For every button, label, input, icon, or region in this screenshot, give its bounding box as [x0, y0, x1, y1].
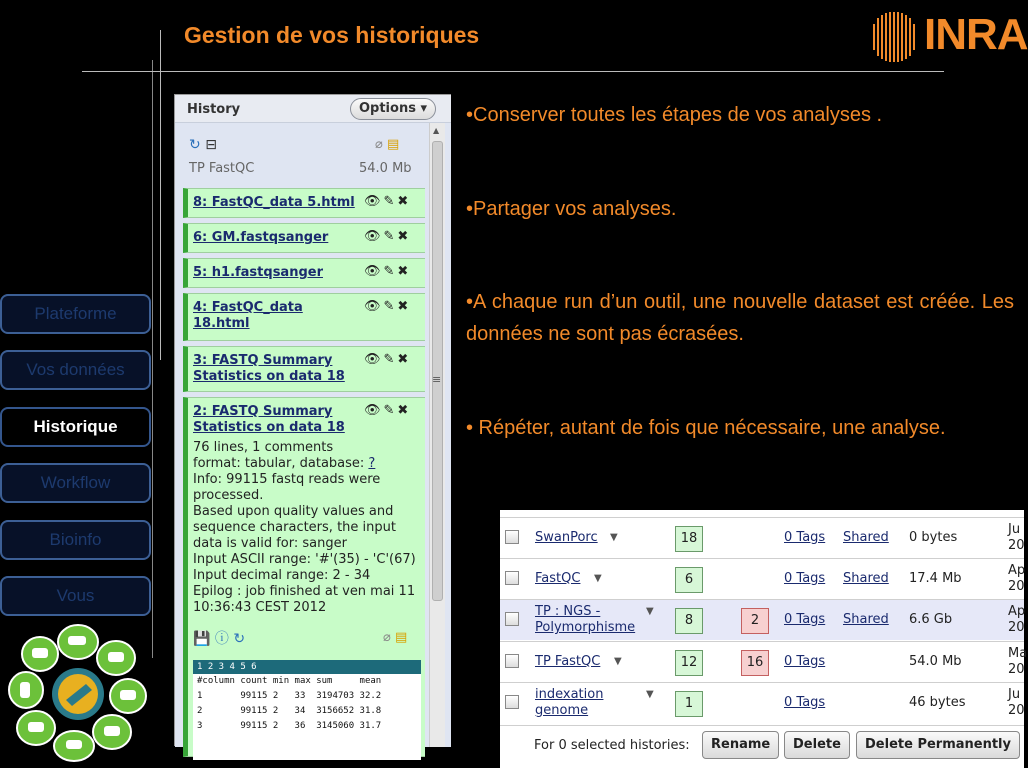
deleted-count-badge: 2 — [741, 608, 769, 634]
history-row-size: 17.4 Mb — [909, 571, 962, 586]
peek-row: 1 99115 2 33 3194703 32.2 — [197, 691, 382, 701]
nav-item-vous[interactable]: Vous — [0, 576, 151, 616]
history-row — [500, 558, 1024, 599]
dataset-title[interactable]: 3: FASTQ Summary Statistics on data 18 — [193, 353, 345, 384]
history-row-date: Ju 20 — [1008, 687, 1025, 718]
dataset-item-expanded[interactable] — [183, 397, 425, 757]
row-checkbox[interactable] — [505, 612, 519, 626]
dataset-icons — [364, 299, 411, 314]
dataset-count-badge: 1 — [675, 691, 703, 717]
history-scrollbar[interactable] — [429, 123, 445, 747]
history-row-date: Ap 20 — [1008, 563, 1026, 594]
dataset-title[interactable]: 6: GM.fastqsanger — [193, 230, 329, 245]
shared-link[interactable]: Shared — [843, 612, 889, 627]
tag-icon[interactable]: ⌀ — [383, 630, 391, 645]
eye-icon[interactable]: 👁 — [364, 194, 384, 209]
delete-button[interactable]: Delete — [784, 731, 850, 759]
row-checkbox[interactable] — [505, 571, 519, 585]
history-tool-icons — [375, 137, 399, 152]
dataset-icons — [364, 264, 411, 279]
list-top-edge — [500, 510, 1024, 513]
pencil-icon[interactable]: ✎ — [383, 403, 398, 418]
annotation-icon[interactable]: ▤ — [386, 137, 400, 152]
dataset-item[interactable] — [183, 346, 425, 392]
chevron-down-icon[interactable]: ▼ — [646, 689, 654, 700]
dataset-icons — [364, 229, 411, 244]
dataset-icons — [364, 194, 411, 209]
dataset-count-badge: 8 — [675, 608, 703, 634]
tags-link[interactable]: 0 Tags — [784, 695, 826, 710]
dataset-ascii-range: Input ASCII range: '#'(35) - 'C'(67) — [193, 552, 416, 567]
dataset-count-badge: 18 — [675, 526, 703, 552]
delete-icon[interactable]: ✖ — [397, 264, 412, 279]
dataset-title[interactable]: 2: FASTQ Summary Statistics on data 18 — [193, 404, 345, 435]
inra-logo-text: INRA — [924, 10, 1028, 59]
options-button[interactable]: Options ▾ — [350, 98, 436, 120]
pencil-icon[interactable]: ✎ — [383, 194, 398, 209]
annotation-icon[interactable]: ▤ — [394, 630, 408, 645]
dataset-action-icons — [193, 628, 245, 648]
history-row — [500, 517, 1024, 558]
history-row — [500, 641, 1028, 682]
tags-link[interactable]: 0 Tags — [784, 571, 826, 586]
history-actions — [189, 137, 217, 153]
dataset-count-badge: 12 — [675, 650, 703, 676]
peek-row: #column count min max sum mean — [197, 676, 382, 686]
history-row-date: Ap 20 — [1008, 604, 1026, 635]
chevron-down-icon[interactable]: ▼ — [594, 573, 602, 584]
dataset-decimal-range: Input decimal range: 2 - 34 — [193, 568, 371, 583]
pencil-icon[interactable]: ✎ — [383, 352, 398, 367]
history-row-date: Ma 20 — [1008, 646, 1028, 677]
dataset-details — [193, 440, 423, 616]
dataset-tag-icons — [383, 630, 407, 645]
history-name[interactable]: TP FastQC — [189, 161, 255, 176]
divider — [82, 71, 944, 72]
history-row-current — [500, 599, 1024, 640]
dataset-item[interactable] — [183, 223, 425, 253]
deleted-count-badge: 16 — [741, 650, 769, 676]
chevron-down-icon[interactable]: ▼ — [646, 606, 654, 617]
animal-emblem-logo — [8, 620, 148, 760]
bulk-actions-label: For 0 selected histories: — [534, 738, 690, 753]
tags-link[interactable]: 0 Tags — [784, 654, 826, 669]
eye-icon[interactable]: 👁 — [364, 352, 384, 367]
inra-logo — [866, 6, 1028, 64]
info-icon[interactable]: ⓘ — [214, 631, 229, 647]
nav-item-workflow[interactable]: Workflow — [0, 463, 151, 503]
history-row-size: 0 bytes — [909, 530, 958, 545]
history-row-name[interactable]: TP : NGS - Polymorphisme — [535, 604, 636, 635]
eye-icon[interactable]: 👁 — [364, 403, 384, 418]
dataset-title[interactable]: 8: FastQC_data 5.html — [193, 195, 355, 210]
pencil-icon[interactable]: ✎ — [383, 229, 398, 244]
peek-row: 2 99115 2 34 3156652 31.8 — [197, 706, 382, 716]
pencil-icon[interactable]: ✎ — [383, 299, 398, 314]
rename-button[interactable]: Rename — [702, 731, 779, 759]
scrollbar-thumb[interactable] — [432, 141, 443, 601]
delete-icon[interactable]: ✖ — [397, 299, 412, 314]
history-row-date: Ju 20 — [1008, 522, 1025, 553]
dataset-title[interactable]: 5: h1.fastqsanger — [193, 265, 323, 280]
history-row-size: 6.6 Gb — [909, 612, 953, 627]
tags-link[interactable]: 0 Tags — [784, 530, 826, 545]
history-row-name[interactable]: SwanPorc — [535, 530, 598, 545]
dataset-format-text: format: tabular, database: — [193, 456, 365, 471]
page-title: Gestion de vos historiques — [184, 22, 480, 48]
history-size: 54.0 Mb — [359, 161, 412, 176]
delete-icon[interactable]: ✖ — [397, 352, 412, 367]
dataset-info-detail: Based upon quality values and sequence characters, the input data is valid for: sanger — [193, 504, 396, 551]
chevron-down-icon[interactable]: ▼ — [614, 656, 622, 667]
row-checkbox[interactable] — [505, 654, 519, 668]
rerun-icon[interactable]: ↻ — [233, 631, 246, 647]
chevron-down-icon[interactable]: ▼ — [610, 532, 618, 543]
pencil-icon[interactable]: ✎ — [383, 264, 398, 279]
inra-emblem-icon — [866, 8, 922, 64]
history-row-name[interactable]: FastQC — [535, 571, 581, 586]
eye-icon[interactable]: 👁 — [364, 264, 384, 279]
history-row — [500, 682, 1024, 723]
tags-link[interactable]: 0 Tags — [784, 612, 826, 627]
dataset-item[interactable] — [183, 188, 425, 218]
scroll-up-icon[interactable]: ▲ — [433, 126, 440, 135]
history-panel-title: History — [187, 102, 241, 117]
dataset-info: Info: 99115 fastq reads were processed. — [193, 472, 381, 503]
divider — [152, 60, 153, 658]
grip-icon: ≡ — [432, 373, 442, 386]
history-row-name[interactable]: indexation genome — [535, 687, 604, 718]
divider — [160, 30, 161, 360]
bullet-run: •A chaque run d’un outil, une nouvelle dataset est créée. Les données ne sont pas écrasées. — [466, 291, 1014, 345]
dataset-lines: 76 lines, 1 comments — [193, 440, 334, 455]
nav-item-plateforme[interactable]: Plateforme — [0, 294, 151, 334]
history-row-size: 46 bytes — [909, 695, 966, 710]
dataset-item[interactable] — [183, 258, 425, 288]
refresh-icon[interactable]: ↻ — [189, 137, 201, 153]
delete-icon[interactable]: ✖ — [397, 403, 412, 418]
save-icon[interactable]: 💾 — [193, 631, 211, 647]
dataset-count-badge: 6 — [675, 567, 703, 593]
dataset-peek — [193, 660, 421, 760]
eye-icon[interactable]: 👁 — [364, 229, 384, 244]
delete-permanently-button[interactable]: Delete Permanently — [856, 731, 1020, 759]
bullet-repeter: • Répéter, autant de fois que nécessaire, une analyse. — [466, 417, 946, 439]
dataset-icons — [364, 352, 411, 367]
histories-list — [500, 510, 1028, 768]
history-row-name[interactable]: TP FastQC — [535, 654, 601, 669]
dataset-epilog: Epilog : job finished at ven mai 11 10:36:43 CEST 2012 — [193, 584, 416, 615]
nav-item-bioinfo[interactable]: Bioinfo — [0, 520, 151, 560]
database-link[interactable]: ? — [368, 456, 376, 471]
row-checkbox[interactable] — [505, 695, 519, 709]
peek-header: 1 2 3 4 5 6 — [193, 660, 421, 674]
collapse-icon[interactable]: ⊟ — [205, 137, 217, 153]
history-panel-header — [175, 95, 451, 123]
delete-icon[interactable]: ✖ — [397, 194, 412, 209]
nav-item-vos-donnees[interactable]: Vos données — [0, 350, 151, 390]
bulk-actions-bar — [500, 725, 1024, 765]
history-row-size: 54.0 Mb — [909, 654, 962, 669]
tag-icon[interactable]: ⌀ — [375, 137, 383, 152]
shared-link[interactable]: Shared — [843, 571, 889, 586]
dataset-format — [193, 456, 423, 472]
dataset-title[interactable]: 4: FastQC_data 18.html — [193, 300, 303, 331]
peek-row: 3 99115 2 36 3145060 31.7 — [197, 721, 382, 731]
eye-icon[interactable]: 👁 — [364, 299, 384, 314]
history-panel — [174, 94, 451, 746]
nav-item-historique[interactable]: Historique — [0, 407, 151, 447]
row-checkbox[interactable] — [505, 530, 519, 544]
dataset-item[interactable] — [183, 293, 425, 341]
bullet-partager: •Partager vos analyses. — [466, 198, 677, 220]
delete-icon[interactable]: ✖ — [397, 229, 412, 244]
bullet-conserver: •Conserver toutes les étapes de vos analyses . — [466, 104, 883, 126]
dataset-icons — [364, 403, 411, 418]
shared-link[interactable]: Shared — [843, 530, 889, 545]
